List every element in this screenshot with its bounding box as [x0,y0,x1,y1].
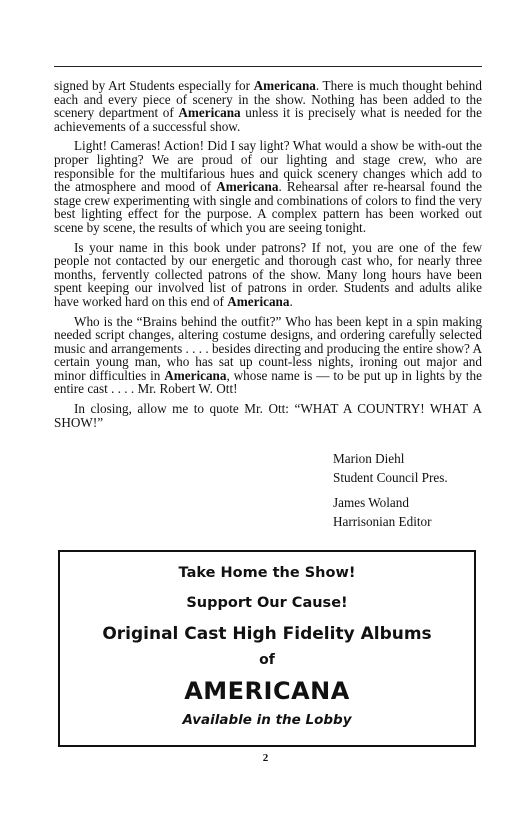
ad-availability: Available in the Lobby [182,712,352,728]
paragraph-5: In closing, allow me to quote Mr. Ott: “WHAT A COUNTRY! WHAT A SHOW!” [54,401,482,430]
paragraph-3 [54,241,482,309]
bold-title: Americana [227,293,290,309]
text-run: . [289,293,293,309]
ad-show-title: AMERICANA [184,677,350,705]
ad-headline-2: Support Our Cause! [186,595,348,611]
text-run: . There is much thought behind each and every piece of scenery in the show. Nothing has been added to the scenery department of [54,78,482,121]
signature-2 [333,493,493,531]
paragraph-2 [54,139,482,234]
paragraph-4 [54,315,482,397]
text-run: , whose name is — to be put up in lights by the entire cast . . . . Mr. Robert W. Ott! [54,367,482,397]
album-advertisement [58,550,476,747]
page-number: 2 [262,752,269,764]
signer-title: Student Council Pres. [333,470,448,485]
ad-headline-1: Take Home the Show! [178,565,356,581]
text-run: Who is the “Brains behind the outfit?” Who has been kept in a spin making needed script changes, altering costume designs, and ordering carefully selected music and arrangements . . . . besides directing and producing the entire show? A certain young man, who has sat up count-less nights, ironing out major and minor difficulties in [54,313,482,383]
signer-name: Marion Diehl [333,451,405,466]
ad-product-line: Original Cast High Fidelity Albums [102,624,432,644]
top-divider [54,66,482,67]
text-run: signed by Art Students especially for [54,78,254,93]
ad-of-line: of [259,652,275,668]
signature-section [333,449,493,537]
text-run: unless it is precisely what is needed for the achievements of a successful show. [54,105,482,134]
paragraph-1 [54,79,482,133]
text-run: Is your name in this book under patrons? If not, you are one of the few people not contacted by our energetic and thorough cast who, for nearly three months, fervently collected patrons of the show. Many long hours have been spent keeping our involved list of patrons in order. Students and adults alike have worked hard on this end of [54,239,482,309]
bold-title: Americana [178,105,241,121]
bold-title: Americana [253,78,316,93]
text-run: Light! Cameras! Action! Did I say light? What would a show be with-out the proper lighting? We are proud of our lighting and stage crew, who are responsible for the multifarious hues and quick scenery changes which add to the atmosphere and mood of [54,138,482,195]
text-run: . Rehearsal after re-hearsal found the stage crew experimenting with single and combinations of colors to find the very best lighting effect for the purpose. A complex pattern has been worked out scene by scene, the results of which you are seeing tonight. [54,179,482,235]
signature-1 [333,449,493,487]
signer-title: Harrisonian Editor [333,514,432,529]
signer-name: James Woland [333,495,409,510]
bold-title: Americana [164,367,227,383]
article-body [54,79,482,435]
bold-title: Americana [216,179,279,195]
